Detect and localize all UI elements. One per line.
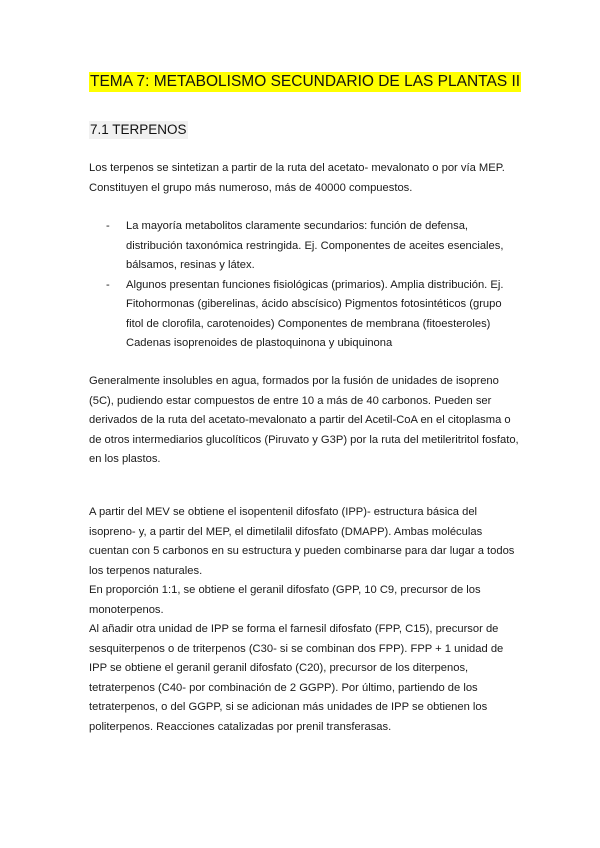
paragraph-line: (5C), pudiendo estar compuestos de entre 10 a más de 40 carbonos. Pueden ser (89, 394, 492, 407)
bullet-dash: - (106, 278, 110, 291)
bullet-list (89, 217, 529, 354)
paragraph-line: sesquiterpenos o de triterpenos (C30- si se combinan dos FPP). FPP + 1 unidad de (89, 642, 504, 655)
paragraph-line: monoterpenos. (89, 603, 164, 616)
paragraph-isoprene (89, 372, 529, 470)
bullet-line: fitol de clorofila, carotenoides) Componentes de membrana (fitoesteroles) (126, 317, 491, 330)
paragraph-line: IPP se obtiene el geranil geranil difosfato (C20), precursor de los diterpenos, (89, 662, 469, 674)
bullet-line: bálsamos, resinas y látex. (126, 259, 255, 271)
bullet-line: Algunos presentan funciones fisiológicas (primarios). Amplia distribución. Ej. (126, 278, 504, 291)
bullet-dash: - (106, 220, 110, 232)
paragraph-line: cuentan con 5 carbonos en su estructura y pueden combinarse para dar lugar a todos (89, 545, 515, 557)
intro-line: Constituyen el grupo más numeroso, más de 40000 compuestos. (89, 181, 413, 194)
paragraph-line: politerpenos. Reacciones catalizadas por prenil transferasas. (89, 720, 392, 733)
intro-paragraph (89, 159, 529, 198)
paragraph-line: los terpenos naturales. (89, 564, 203, 577)
paragraph-line: de otros intermediarios glucolíticos (Piruvato y G3P) por la ruta del metileritritol fosfato, (89, 433, 519, 446)
paragraph-line: En proporción 1:1, se obtiene el geranil difosfato (GPP, 10 C9, precursor de los (89, 584, 481, 596)
paragraph-line: Al añadir otra unidad de IPP se forma el farnesil difosfato (FPP, C15), precursor de (89, 623, 499, 635)
paragraph-line: Generalmente insolubles en agua, formados por la fusión de unidades de isopreno (89, 375, 499, 387)
paragraph-line: A partir del MEV se obtiene el isopentenil difosfato (IPP)- estructura básica del (89, 506, 478, 518)
bullet-line: Fitohormonas (giberelinas, ácido abscísico) Pigmentos fotosintéticos (grupo (126, 298, 502, 310)
paragraph-line: isopreno- y, a partir del MEP, el dimetilalil difosfato (DMAPP). Ambas moléculas (89, 525, 483, 538)
document-title: TEMA 7: METABOLISMO SECUNDARIO DE LAS PLANTAS II (90, 73, 521, 90)
paragraph-biosynthesis (89, 503, 529, 737)
bullet-item (89, 276, 529, 354)
bullet-item (89, 217, 529, 276)
bullet-line: distribución taxonómica restringida. Ej. Componentes de aceites esenciales, (126, 239, 504, 252)
paragraph-line: tetraterpenos, o del GGPP, si se adicionan más unidades de IPP se obtienen los (89, 701, 488, 713)
section-title: 7.1 TERPENOS (90, 122, 187, 137)
paragraph-line: en los plastos. (89, 453, 161, 465)
bullet-line: Cadenas isoprenoides de plastoquinona y ubiquinona (126, 337, 393, 349)
intro-line: Los terpenos se sintetizan a partir de la ruta del acetato- mevalonato o por vía MEP. (89, 162, 505, 174)
bullet-line: La mayoría metabolitos claramente secundarios: función de defensa, (126, 220, 469, 232)
paragraph-line: derivados de la ruta del acetato-mevalonato a partir del Acetil-CoA en el citoplasma o (89, 414, 511, 426)
paragraph-line: tetraterpenos (C40- por combinación de 2 GGPP). Por último, partiendo de los (89, 681, 478, 694)
